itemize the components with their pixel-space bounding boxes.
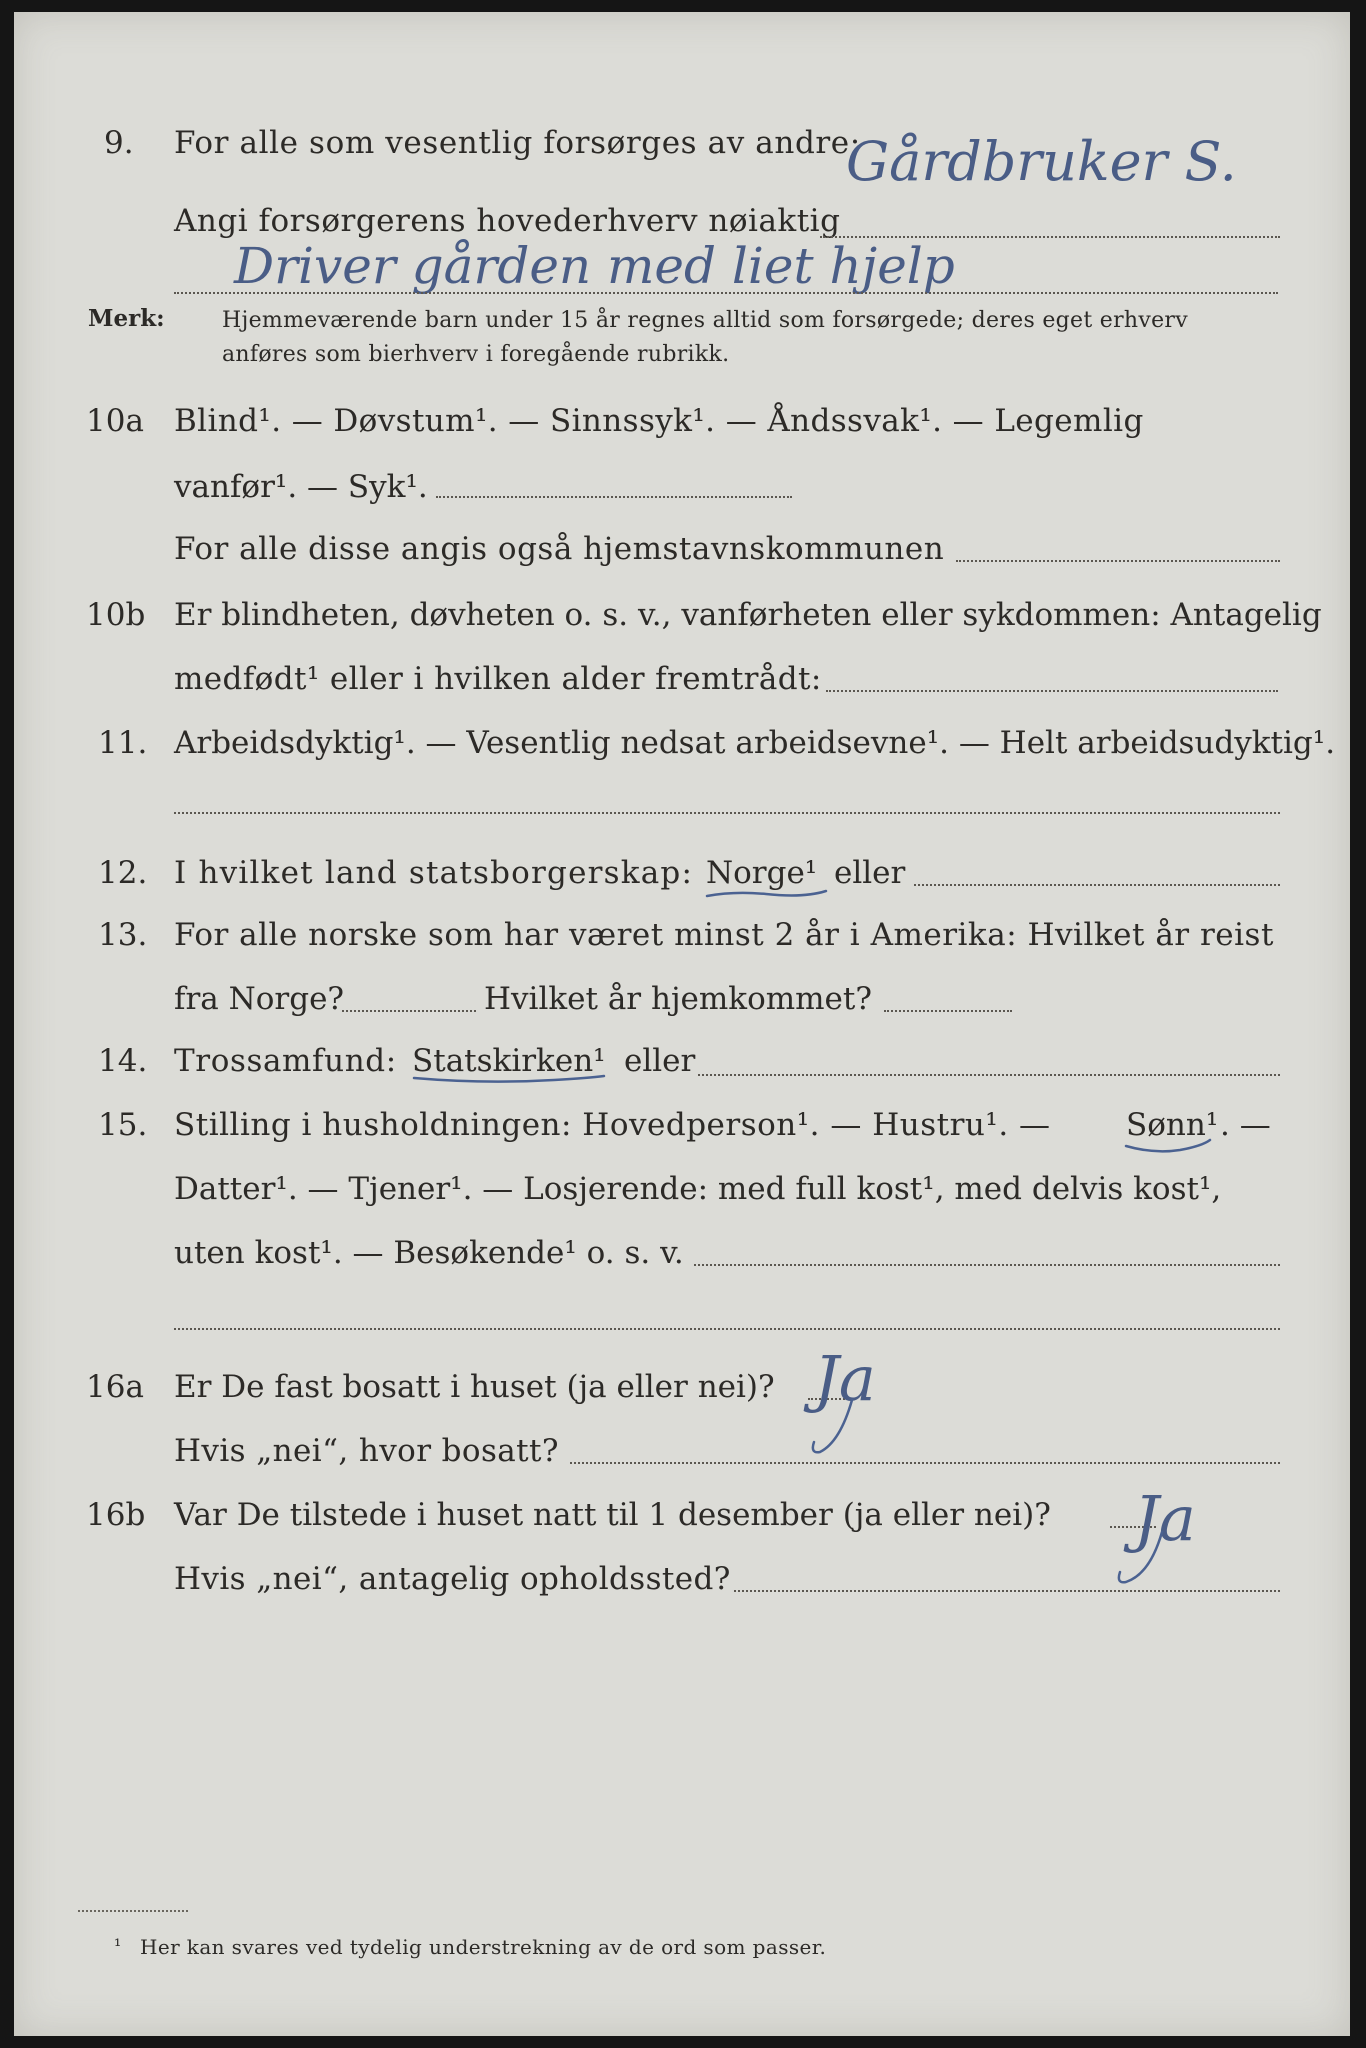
merk-label: Merk: [88,305,165,332]
q15-number: 15. [98,1107,148,1143]
q15-line1b: . — [1220,1107,1271,1143]
footnote-mark: ¹ [114,1936,122,1957]
q9-number: 9. [104,125,134,161]
q16a-line2: Hvis „nei“, hvor bosatt? [174,1433,559,1469]
q16b-opholdssted-line [734,1590,1280,1592]
q10b-line1: Er blindheten, døvheten o. s. v., vanførheten eller sykdommen: Antagelig [174,597,1322,633]
q11-line1: Arbeidsdyktig¹. — Vesentlig nedsat arbeidsevne¹. — Helt arbeidsudyktig¹. [174,725,1336,761]
q13-number: 13. [98,917,148,953]
q16a-handwritten-answer: Ja [814,1342,876,1415]
footnote-text: Her kan svares ved tydelig understrekning av de ord som passer. [140,1935,827,1959]
q16b-handwritten-answer: Ja [1134,1482,1196,1555]
q10a-number: 10a [86,403,144,439]
q15-line3: uten kost¹. — Besøkende¹ o. s. v. [174,1235,684,1271]
q14-number: 14. [98,1043,148,1079]
form-page [14,12,1350,2036]
q15-underlined-option: Sønn¹ [1126,1107,1219,1143]
q16b-pen-stroke [14,12,1350,2036]
q13-line2a: fra Norge? [174,981,345,1017]
q13-line1: For alle norske som har været minst 2 år i Amerika: Hvilket år reist [174,917,1274,953]
q15-line2: Datter¹. — Tjener¹. — Losjerende: med full kost¹, med delvis kost¹, [174,1171,1222,1207]
q9-handwritten-answer2: Driver gården med liet hjelp [234,237,955,295]
merk-line1: Hjemmeværende barn under 15 år regnes alltid som forsørgede; deres eget erhverv [222,308,1188,333]
q12-prefix: I hvilket land statsborgerskap: [174,855,694,891]
q10b-number: 10b [86,597,146,633]
q16a-number: 16a [86,1369,144,1405]
merk-line2: anføres som bierhverv i foregående rubrikk. [222,342,730,367]
q16b-line2: Hvis „nei“, antagelig opholdssted? [174,1561,731,1597]
q16b-number: 16b [86,1497,146,1533]
q14-prefix: Trossamfund: [174,1043,397,1079]
q12-number: 12. [98,855,148,891]
q14-suffix: eller [624,1043,696,1079]
q9-line1: For alle som vesentlig forsørges av andre: [174,125,861,161]
footnote-separator [78,1910,188,1912]
q10a-line2: vanfør¹. — Syk¹. [174,469,428,505]
q12-underlined-option: Norge¹ [706,855,818,891]
q16b-line1: Var De tilstede i huset natt til 1 desember (ja eller nei)? [174,1497,1051,1533]
q11-number: 11. [98,725,148,761]
q10a-line3: For alle disse angis også hjemstavnskommunen [174,531,945,567]
q10a-line1: Blind¹. — Døvstum¹. — Sinnssyk¹. — Åndssvak¹. — Legemlig [174,403,1144,439]
q16a-line1: Er De fast bosatt i huset (ja eller nei)? [174,1369,775,1405]
q10b-line2: medfødt¹ eller i hvilken alder fremtrådt: [174,661,822,697]
q9-handwritten-answer1: Gårdbruker S. [846,130,1237,193]
q14-underlined-option: Statskirken¹ [412,1043,606,1079]
q9-line2: Angi forsørgerens hovederhverv nøiaktig [174,203,841,239]
q12-suffix: eller [834,855,906,891]
q15-line1a: Stilling i husholdningen: Hovedperson¹. — Hustru¹. — [174,1107,1051,1143]
q13-line2b: Hvilket år hjemkommet? [484,981,872,1017]
